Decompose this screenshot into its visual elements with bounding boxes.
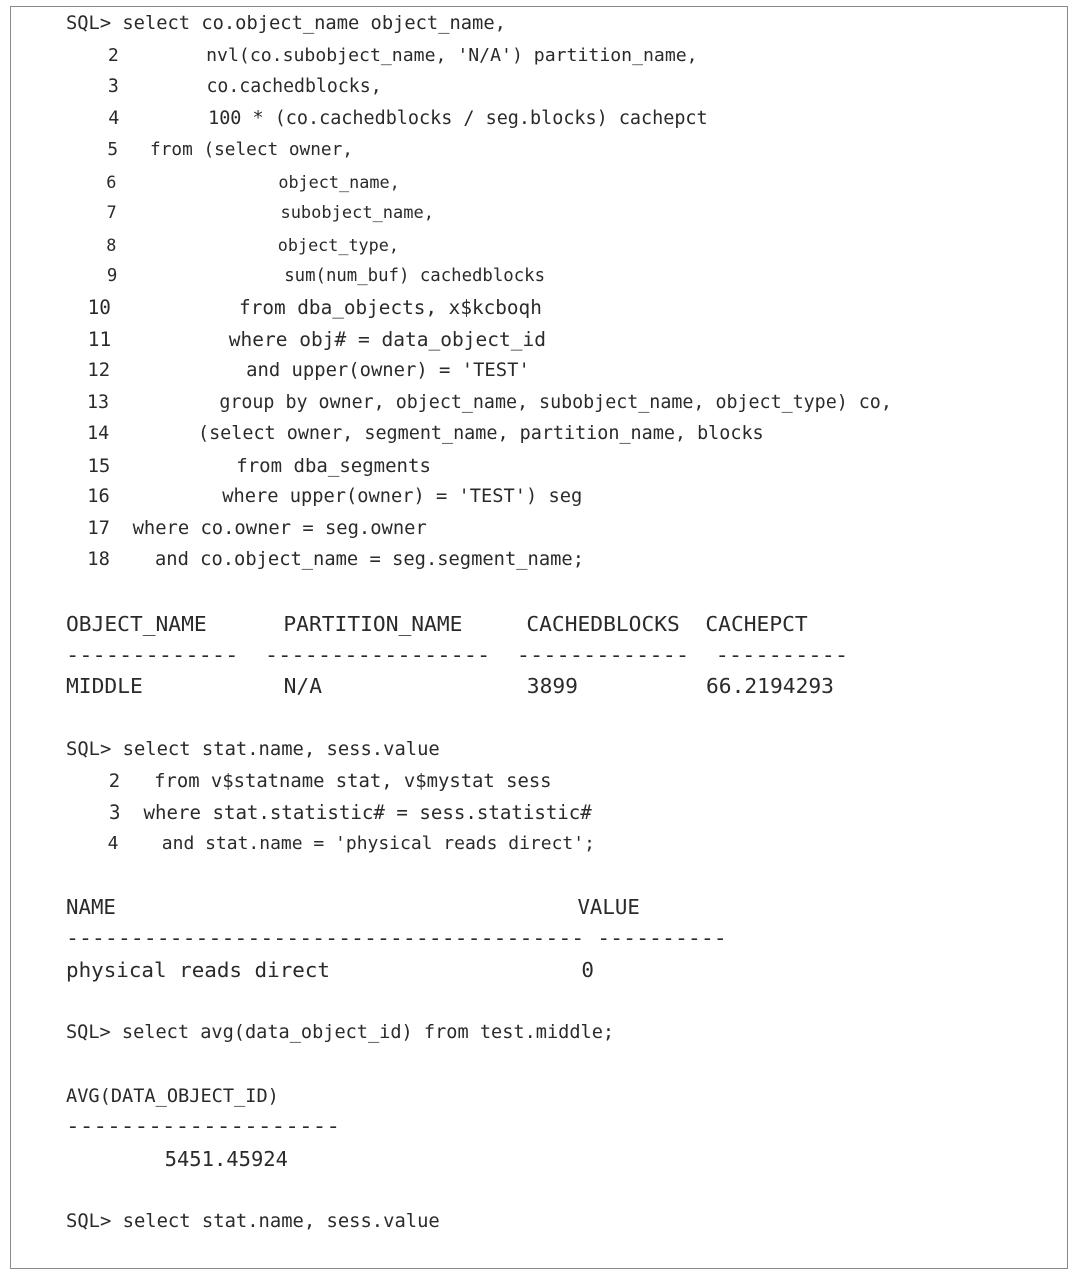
code-listing-frame bbox=[10, 6, 1068, 1269]
code-line: 8 object_type, bbox=[86, 235, 399, 255]
code-line: 7 subobject_name, bbox=[86, 203, 434, 223]
code-line: SQL> select stat.name, sess.value bbox=[66, 739, 440, 760]
code-line: NAME VALUE bbox=[66, 895, 640, 919]
code-line: AVG(DATA_OBJECT_ID) bbox=[66, 1086, 279, 1107]
code-line: 3 where stat.statistic# = sess.statistic# bbox=[86, 801, 592, 824]
code-line: ---------------------------------------- ---------- bbox=[66, 926, 727, 950]
code-line: 2 nvl(co.subobject_name, 'N/A') partition_name, bbox=[86, 45, 698, 66]
code-line: 11 where obj# = data_object_id bbox=[76, 328, 546, 351]
code-line: 18 and co.object_name = seg.segment_name; bbox=[76, 549, 584, 570]
code-line: 9 sum(num_buf) cachedblocks bbox=[86, 266, 546, 286]
code-line: 2 from v$statname stat, v$mystat sess bbox=[86, 770, 552, 792]
code-line: 13 group by owner, object_name, subobject_name, object_type) co, bbox=[76, 392, 892, 413]
code-line: 4 and stat.name = 'physical reads direct'; bbox=[86, 833, 595, 854]
code-line: -------------------- bbox=[66, 1114, 341, 1138]
code-line: MIDDLE N/A 3899 66.2194293 bbox=[66, 674, 834, 698]
code-line: 3 co.cachedblocks, bbox=[86, 76, 382, 97]
code-line: 17 where co.owner = seg.owner bbox=[76, 518, 427, 539]
code-line: physical reads direct 0 bbox=[66, 958, 594, 982]
code-line: 15 from dba_segments bbox=[76, 455, 431, 477]
code-line: SQL> select stat.name, sess.value bbox=[66, 1211, 440, 1232]
code-line: OBJECT_NAME PARTITION_NAME CACHEDBLOCKS CACHEPCT bbox=[66, 612, 808, 636]
code-line: ------------- ----------------- ------------- ---------- bbox=[66, 643, 849, 667]
code-line: 6 object_name, bbox=[86, 172, 400, 192]
code-line: 5451.45924 bbox=[66, 1147, 288, 1171]
code-line: SQL> select co.object_name object_name, bbox=[66, 13, 506, 34]
code-line: 4 100 * (co.cachedblocks / seg.blocks) cachepct bbox=[86, 108, 708, 129]
code-line: 5 from (select owner, bbox=[86, 140, 353, 160]
code-line: SQL> select avg(data_object_id) from test.middle; bbox=[66, 1022, 615, 1043]
code-line: 16 where upper(owner) = 'TEST') seg bbox=[76, 486, 583, 507]
code-line: 10 from dba_objects, x$kcboqh bbox=[76, 296, 542, 319]
code-line: 14 (select owner, segment_name, partition_name, blocks bbox=[76, 423, 764, 444]
code-line: 12 and upper(owner) = 'TEST' bbox=[76, 360, 530, 381]
